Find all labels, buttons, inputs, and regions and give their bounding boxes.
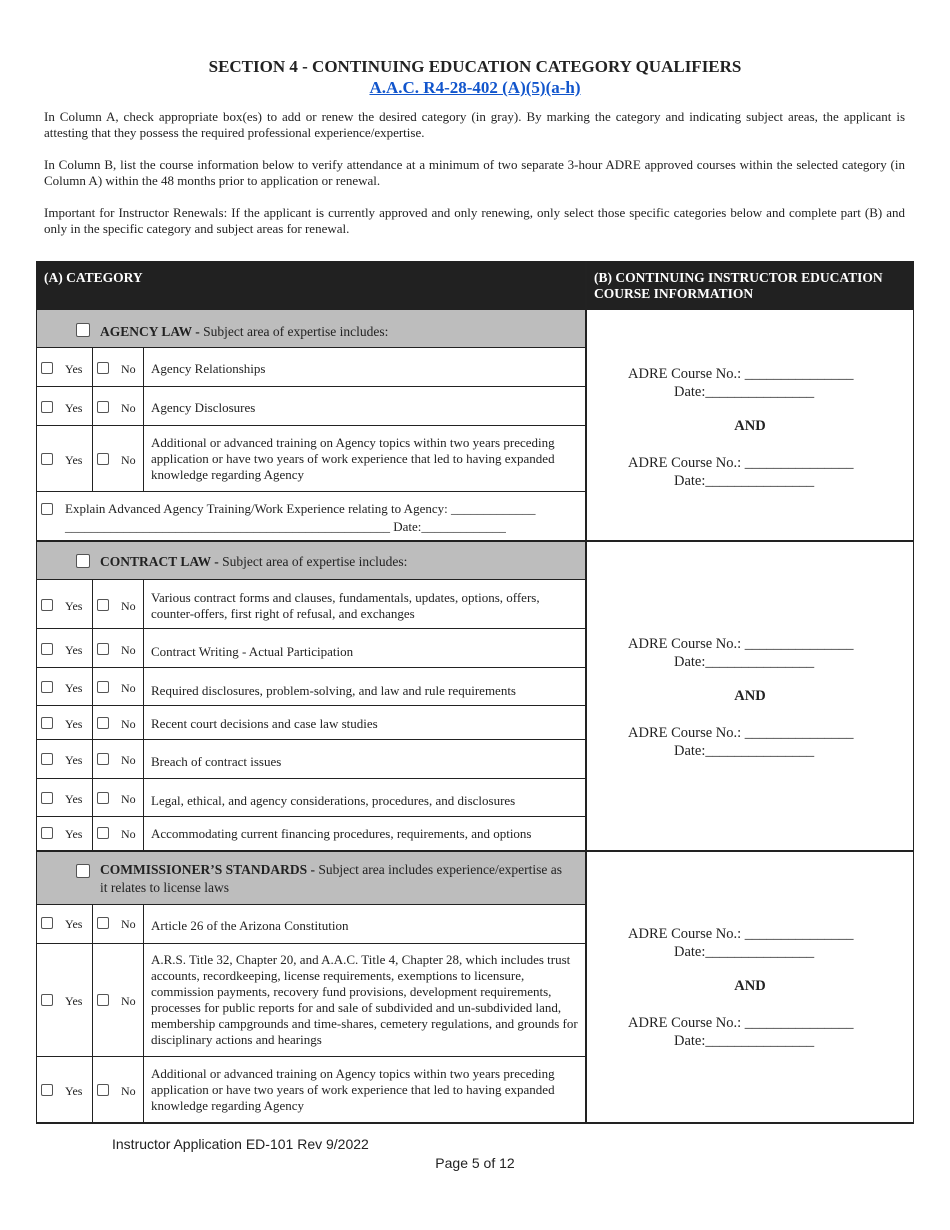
and-label: AND bbox=[734, 978, 766, 994]
category-checkbox-contract[interactable] bbox=[76, 554, 90, 568]
no-checkbox[interactable] bbox=[97, 362, 109, 374]
no-checkbox[interactable] bbox=[97, 792, 109, 804]
subject-item: Legal, ethical, and agency considerations, procedures, and disclosures bbox=[151, 793, 516, 808]
no-checkbox[interactable] bbox=[97, 917, 109, 929]
subject-item: Article 26 of the Arizona Constitution bbox=[151, 918, 349, 933]
form-id: Instructor Application ED-101 Rev 9/2022 bbox=[112, 1136, 369, 1152]
subject-item: Contract Writing - Actual Participation bbox=[151, 644, 354, 659]
no-label: No bbox=[121, 599, 136, 613]
no-label: No bbox=[121, 643, 136, 657]
subject-item: A.R.S. Title 32, Chapter 20, and A.A.C. Title 4, Chapter 28, which includes trust accounts, recordkeeping, license requirements, exemptions to licensure, commission payments, recovery fund provisions, development requirements, processes for public reports for and sale of subdivided and un-subdivided land, membership campgrounds and time-shares, cemetery regulations, and grounds for disciplinary actions and hearings bbox=[151, 952, 578, 1047]
no-checkbox[interactable] bbox=[97, 1084, 109, 1096]
instruction-paragraph: In Column B, list the course information below to verify attendance at a minimum of two separate 3-hour ADRE approved courses within the selected category (in Column A) within the 48 months prior to application or renewal. bbox=[44, 157, 905, 188]
subject-item: Agency Disclosures bbox=[151, 400, 256, 415]
yes-label: Yes bbox=[65, 917, 83, 931]
no-checkbox[interactable] bbox=[97, 681, 109, 693]
no-checkbox[interactable] bbox=[97, 717, 109, 729]
category-title-agency: AGENCY LAW - Subject area of expertise includes: bbox=[100, 324, 389, 339]
instruction-paragraph: In Column A, check appropriate box(es) to add or renew the desired category (in gray). By marking the category and indicating subject areas, the applicant is attesting that they possess the required professional experience/expertise. bbox=[44, 109, 905, 140]
subject-item: Various contract forms and clauses, fundamentals, updates, options, offers, counter-offers, first right of refusal, and exchanges bbox=[151, 590, 540, 621]
column-b-header: (B) CONTINUING INSTRUCTOR EDUCATION COURSE INFORMATION bbox=[586, 261, 914, 310]
yes-checkbox[interactable] bbox=[41, 827, 53, 839]
no-label: No bbox=[121, 792, 136, 806]
explain-checkbox[interactable] bbox=[41, 503, 53, 515]
yes-label: Yes bbox=[65, 827, 83, 841]
yes-label: Yes bbox=[65, 599, 83, 613]
section-title: SECTION 4 - CONTINUING EDUCATION CATEGORY QUALIFIERS bbox=[208, 57, 742, 76]
subject-item: Breach of contract issues bbox=[151, 754, 282, 769]
course-number-field[interactable]: ADRE Course No.: _______________ bbox=[628, 1015, 854, 1031]
course-date-field[interactable]: Date:_______________ bbox=[674, 654, 815, 670]
yes-checkbox[interactable] bbox=[41, 792, 53, 804]
yes-label: Yes bbox=[65, 401, 83, 415]
no-label: No bbox=[121, 1084, 136, 1098]
category-checkbox-commissioners[interactable] bbox=[76, 864, 90, 878]
yes-checkbox[interactable] bbox=[41, 643, 53, 655]
yes-label: Yes bbox=[65, 753, 83, 767]
yes-label: Yes bbox=[65, 1084, 83, 1098]
yes-label: Yes bbox=[65, 681, 83, 695]
no-checkbox[interactable] bbox=[97, 401, 109, 413]
yes-checkbox[interactable] bbox=[41, 1084, 53, 1096]
course-date-field[interactable]: Date:_______________ bbox=[674, 473, 815, 489]
no-checkbox[interactable] bbox=[97, 599, 109, 611]
no-label: No bbox=[121, 681, 136, 695]
course-number-field[interactable]: ADRE Course No.: _______________ bbox=[628, 636, 854, 652]
category-checkbox-agency[interactable] bbox=[76, 323, 90, 337]
yes-checkbox[interactable] bbox=[41, 917, 53, 929]
yes-checkbox[interactable] bbox=[41, 401, 53, 413]
no-label: No bbox=[121, 994, 136, 1008]
yes-label: Yes bbox=[65, 362, 83, 376]
yes-label: Yes bbox=[65, 994, 83, 1008]
no-checkbox[interactable] bbox=[97, 827, 109, 839]
course-number-field[interactable]: ADRE Course No.: _______________ bbox=[628, 455, 854, 471]
explain-line[interactable]: Explain Advanced Agency Training/Work Experience relating to Agency: _____________ bbox=[65, 501, 536, 516]
category-title-commissioners: COMMISSIONER’S STANDARDS - Subject area includes experience/expertise as it relates to license laws bbox=[100, 862, 563, 895]
yes-label: Yes bbox=[65, 792, 83, 806]
no-checkbox[interactable] bbox=[97, 453, 109, 465]
yes-checkbox[interactable] bbox=[41, 994, 53, 1006]
no-label: No bbox=[121, 827, 136, 841]
yes-checkbox[interactable] bbox=[41, 453, 53, 465]
no-checkbox[interactable] bbox=[97, 994, 109, 1006]
no-checkbox[interactable] bbox=[97, 753, 109, 765]
no-label: No bbox=[121, 362, 136, 376]
course-date-field[interactable]: Date:_______________ bbox=[674, 1033, 815, 1049]
no-label: No bbox=[121, 453, 136, 467]
yes-label: Yes bbox=[65, 643, 83, 657]
no-label: No bbox=[121, 753, 136, 767]
page-number: Page 5 of 12 bbox=[435, 1155, 515, 1171]
subject-item: Accommodating current financing procedures, requirements, and options bbox=[151, 826, 532, 841]
rule-link[interactable]: A.A.C. R4-28-402 (A)(5)(a-h) bbox=[369, 78, 581, 97]
yes-checkbox[interactable] bbox=[41, 753, 53, 765]
no-checkbox[interactable] bbox=[97, 643, 109, 655]
yes-checkbox[interactable] bbox=[41, 362, 53, 374]
explain-date-line[interactable]: __________________________________________________ Date:_____________ bbox=[65, 519, 506, 534]
no-label: No bbox=[121, 917, 136, 931]
subject-item: Additional or advanced training on Agency topics within two years preceding application or have two years of work experience that led to having expanded knowledge regarding Agency bbox=[151, 435, 555, 482]
yes-label: Yes bbox=[65, 453, 83, 467]
no-label: No bbox=[121, 717, 136, 731]
no-label: No bbox=[121, 401, 136, 415]
course-number-field[interactable]: ADRE Course No.: _______________ bbox=[628, 926, 854, 942]
course-date-field[interactable]: Date:_______________ bbox=[674, 384, 815, 400]
yes-checkbox[interactable] bbox=[41, 717, 53, 729]
qualifiers-table bbox=[36, 261, 914, 1124]
instruction-paragraph: Important for Instructor Renewals: If the applicant is currently approved and only renewing, only select those specific categories below and complete part (B) and only in the specific category and subject areas for renewal. bbox=[44, 205, 905, 236]
yes-label: Yes bbox=[65, 717, 83, 731]
course-info-commissioners bbox=[586, 851, 914, 1124]
yes-checkbox[interactable] bbox=[41, 681, 53, 693]
subject-item: Additional or advanced training on Agency topics within two years preceding application or have two years of work experience that led to having expanded knowledge regarding Agency bbox=[151, 1066, 555, 1113]
course-date-field[interactable]: Date:_______________ bbox=[674, 743, 815, 759]
course-info-agency bbox=[586, 310, 914, 540]
yes-checkbox[interactable] bbox=[41, 599, 53, 611]
column-a-header: (A) CATEGORY bbox=[36, 261, 585, 310]
and-label: AND bbox=[734, 418, 766, 434]
course-number-field[interactable]: ADRE Course No.: _______________ bbox=[628, 366, 854, 382]
course-number-field[interactable]: ADRE Course No.: _______________ bbox=[628, 725, 854, 741]
and-label: AND bbox=[734, 688, 766, 704]
course-info-contract bbox=[586, 541, 914, 850]
subject-item: Agency Relationships bbox=[151, 361, 266, 376]
subject-item: Recent court decisions and case law studies bbox=[151, 716, 378, 731]
subject-item: Required disclosures, problem-solving, and law and rule requirements bbox=[151, 683, 516, 698]
category-title-contract: CONTRACT LAW - Subject area of expertise includes: bbox=[100, 554, 408, 569]
course-date-field[interactable]: Date:_______________ bbox=[674, 944, 815, 960]
